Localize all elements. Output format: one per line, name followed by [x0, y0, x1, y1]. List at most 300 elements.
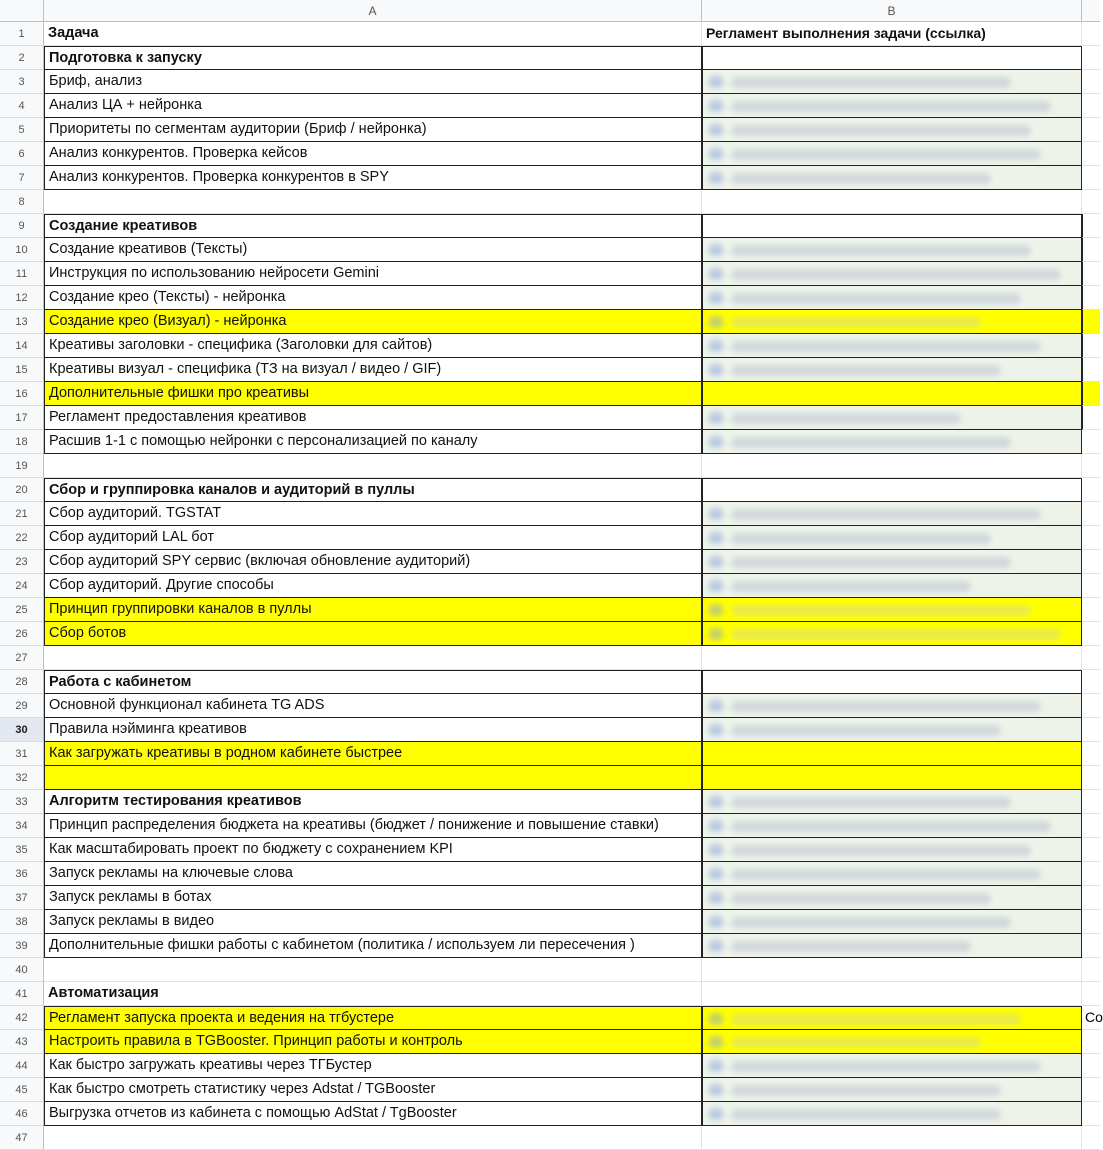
cell-c[interactable]	[1082, 1126, 1100, 1150]
redacted-link-icon	[709, 292, 723, 304]
row-number[interactable]: 13	[0, 310, 44, 334]
column-header-c[interactable]	[1082, 0, 1100, 22]
row-number[interactable]: 19	[0, 454, 44, 478]
cell-a[interactable]: Задача	[44, 22, 702, 46]
cell-a[interactable]	[44, 454, 702, 478]
redacted-link-icon	[709, 508, 723, 520]
cell-b[interactable]	[702, 622, 1082, 646]
row-number[interactable]: 30	[0, 718, 44, 742]
cell-a[interactable]: Расшив 1-1 с помощью нейронки с персонализацией по каналу	[44, 430, 702, 454]
cell-a[interactable]: Создание креативов	[44, 214, 702, 238]
row-number[interactable]: 43	[0, 1030, 44, 1054]
row-number[interactable]: 37	[0, 886, 44, 910]
cell-a[interactable]: Алгоритм тестирования креативов	[44, 790, 702, 814]
cell-b[interactable]	[702, 526, 1082, 550]
table-row	[0, 454, 1100, 478]
table-row	[0, 502, 1100, 526]
table-row	[0, 862, 1100, 886]
cell-c[interactable]	[1082, 862, 1100, 886]
row-number[interactable]: 33	[0, 790, 44, 814]
redacted-link[interactable]	[731, 293, 1021, 304]
cell-b[interactable]	[702, 1102, 1082, 1126]
row-number[interactable]: 32	[0, 766, 44, 790]
row-number[interactable]: 39	[0, 934, 44, 958]
cell-b[interactable]: Регламент выполнения задачи (ссылка)	[702, 22, 1082, 46]
row-number[interactable]: 47	[0, 1126, 44, 1150]
row-number[interactable]: 31	[0, 742, 44, 766]
table-row	[0, 142, 1100, 166]
redacted-link[interactable]	[731, 845, 1031, 856]
row-number[interactable]: 12	[0, 286, 44, 310]
cell-a[interactable]: Создание крео (Визуал) - нейронка	[44, 310, 702, 334]
cell-a[interactable]: Дополнительные фишки работы с кабинетом (политика / используем ли пересечения )	[44, 934, 702, 958]
cell-c[interactable]	[1082, 694, 1100, 718]
row-number[interactable]: 29	[0, 694, 44, 718]
cell-a[interactable]: Дополнительные фишки про креативы	[44, 382, 702, 406]
table-row	[0, 670, 1100, 694]
table-row	[0, 982, 1100, 1006]
redacted-link-icon	[709, 172, 723, 184]
redacted-link-icon	[709, 148, 723, 160]
cell-b[interactable]	[702, 382, 1082, 406]
cell-b[interactable]	[702, 1126, 1082, 1150]
cell-a[interactable]: Креативы заголовки - специфика (Заголовки для сайтов)	[44, 334, 702, 358]
redacted-link-icon	[709, 244, 723, 256]
redacted-link[interactable]	[731, 869, 1041, 880]
table-row	[0, 910, 1100, 934]
cell-c[interactable]	[1082, 982, 1100, 1006]
cell-b[interactable]	[702, 790, 1082, 814]
redacted-link-icon	[709, 1060, 723, 1072]
cell-b[interactable]	[702, 238, 1082, 262]
redacted-link[interactable]	[731, 437, 1011, 448]
row-number[interactable]: 18	[0, 430, 44, 454]
table-row	[0, 1126, 1100, 1150]
table-row	[0, 1054, 1100, 1078]
cell-c[interactable]	[1082, 886, 1100, 910]
cell-b[interactable]	[702, 142, 1082, 166]
row-number[interactable]: 40	[0, 958, 44, 982]
row-number[interactable]: 15	[0, 358, 44, 382]
cell-a[interactable]	[44, 646, 702, 670]
redacted-link-icon	[709, 700, 723, 712]
redacted-link[interactable]	[731, 941, 971, 952]
redacted-link[interactable]	[731, 1014, 1021, 1025]
cell-c[interactable]	[1082, 766, 1100, 790]
cell-b[interactable]	[702, 766, 1082, 790]
cell-c[interactable]	[1082, 718, 1100, 742]
row-number[interactable]: 42	[0, 1006, 44, 1030]
redacted-link-icon	[709, 868, 723, 880]
cell-a[interactable]: Создание крео (Тексты) - нейронка	[44, 286, 702, 310]
cell-b[interactable]	[702, 166, 1082, 190]
cell-b[interactable]	[702, 1054, 1082, 1078]
redacted-link-icon	[709, 532, 723, 544]
redacted-link[interactable]	[731, 317, 981, 328]
row-number[interactable]: 45	[0, 1078, 44, 1102]
row-number[interactable]: 44	[0, 1054, 44, 1078]
cell-b[interactable]	[702, 550, 1082, 574]
table-row	[0, 214, 1100, 238]
row-number[interactable]: 2	[0, 46, 44, 70]
cell-c[interactable]	[1082, 1078, 1100, 1102]
cell-a[interactable]: Как быстро загружать креативы через ТГБустер	[44, 1054, 702, 1078]
redacted-link[interactable]	[731, 605, 1031, 616]
cell-a[interactable]: Креативы визуал - специфика (ТЗ на визуал / видео / GIF)	[44, 358, 702, 382]
cell-c[interactable]	[1082, 142, 1100, 166]
cell-a[interactable]: Работа с кабинетом	[44, 670, 702, 694]
redacted-link[interactable]	[731, 149, 1041, 160]
cell-a[interactable]	[44, 766, 702, 790]
table-row	[0, 1030, 1100, 1054]
row-number[interactable]: 26	[0, 622, 44, 646]
select-all-corner[interactable]	[0, 0, 44, 22]
redacted-link-icon	[709, 940, 723, 952]
cell-b[interactable]	[702, 94, 1082, 118]
table-row	[0, 598, 1100, 622]
redacted-link[interactable]	[731, 1061, 1041, 1072]
cell-a[interactable]: Принцип группировки каналов в пуллы	[44, 598, 702, 622]
redacted-link-icon	[709, 892, 723, 904]
cell-b[interactable]	[702, 574, 1082, 598]
cell-b[interactable]	[702, 910, 1082, 934]
cell-a[interactable]: Регламент предоставления креативов	[44, 406, 702, 430]
redacted-link[interactable]	[731, 125, 1031, 136]
cell-a[interactable]: Подготовка к запуску	[44, 46, 702, 70]
cell-a[interactable]: Автоматизация	[44, 982, 702, 1006]
cell-c[interactable]	[1082, 790, 1100, 814]
table-row	[0, 958, 1100, 982]
cell-b[interactable]	[702, 598, 1082, 622]
cell-c[interactable]	[1082, 118, 1100, 142]
row-number[interactable]: 36	[0, 862, 44, 886]
row-number[interactable]: 41	[0, 982, 44, 1006]
redacted-link-icon	[709, 436, 723, 448]
row-number[interactable]: 23	[0, 550, 44, 574]
cell-c[interactable]	[1082, 166, 1100, 190]
table-row	[0, 22, 1100, 46]
cell-c[interactable]	[1082, 838, 1100, 862]
redacted-link[interactable]	[731, 1037, 981, 1048]
table-row	[0, 382, 1100, 406]
table-row	[0, 790, 1100, 814]
table-row	[0, 814, 1100, 838]
cell-b[interactable]	[702, 646, 1082, 670]
cell-a[interactable]: Запуск рекламы в ботах	[44, 886, 702, 910]
cell-b[interactable]	[702, 406, 1082, 430]
row-number[interactable]: 24	[0, 574, 44, 598]
redacted-link-icon	[709, 724, 723, 736]
row-number[interactable]: 1	[0, 22, 44, 46]
row-number[interactable]: 17	[0, 406, 44, 430]
cell-a[interactable]: Как быстро смотреть статистику через Adstat / TGBooster	[44, 1078, 702, 1102]
redacted-link-icon	[709, 796, 723, 808]
row-number[interactable]: 38	[0, 910, 44, 934]
cell-c[interactable]	[1082, 934, 1100, 958]
table-row	[0, 310, 1100, 334]
redacted-link[interactable]	[731, 509, 1041, 520]
cell-a[interactable]: Инструкция по использованию нейросети Gemini	[44, 262, 702, 286]
cell-a[interactable]: Анализ ЦА + нейронка	[44, 94, 702, 118]
redacted-link[interactable]	[731, 101, 1051, 112]
cell-a[interactable]: Анализ конкурентов. Проверка кейсов	[44, 142, 702, 166]
cell-c[interactable]	[1082, 814, 1100, 838]
cell-b[interactable]	[702, 934, 1082, 958]
redacted-link[interactable]	[731, 557, 1011, 568]
redacted-link[interactable]	[731, 1085, 1001, 1096]
redacted-link[interactable]	[731, 413, 961, 424]
redacted-link-icon	[709, 316, 723, 328]
cell-c[interactable]	[1082, 70, 1100, 94]
redacted-link[interactable]	[731, 725, 1001, 736]
redacted-link[interactable]	[731, 77, 1011, 88]
cell-b[interactable]	[702, 1006, 1082, 1030]
redacted-link[interactable]	[731, 629, 1061, 640]
redacted-link-icon	[709, 844, 723, 856]
cell-c[interactable]	[1082, 622, 1100, 646]
cell-b[interactable]	[702, 286, 1082, 310]
cell-a[interactable]: Регламент запуска проекта и ведения на тгбустере	[44, 1006, 702, 1030]
redacted-link-icon	[709, 1084, 723, 1096]
row-number[interactable]: 11	[0, 262, 44, 286]
cell-c[interactable]	[1082, 262, 1100, 286]
cell-b[interactable]	[702, 1078, 1082, 1102]
table-row	[0, 574, 1100, 598]
cell-b[interactable]	[702, 478, 1082, 502]
column-header-a[interactable]: A	[44, 0, 702, 22]
cell-a[interactable]: Создание креативов (Тексты)	[44, 238, 702, 262]
cell-c[interactable]	[1082, 1102, 1100, 1126]
row-number[interactable]: 4	[0, 94, 44, 118]
cell-a[interactable]	[44, 958, 702, 982]
cell-c[interactable]	[1082, 46, 1100, 70]
table-row	[0, 406, 1100, 430]
redacted-link[interactable]	[731, 1109, 1001, 1120]
cell-c[interactable]	[1082, 742, 1100, 766]
redacted-link-icon	[709, 556, 723, 568]
cell-a[interactable]: Сбор и группировка каналов и аудиторий в пуллы	[44, 478, 702, 502]
cell-c[interactable]	[1082, 550, 1100, 574]
row-number[interactable]: 5	[0, 118, 44, 142]
cell-b[interactable]	[702, 886, 1082, 910]
cell-a[interactable]: Сбор аудиторий LAL бот	[44, 526, 702, 550]
cell-c[interactable]	[1082, 94, 1100, 118]
row-number[interactable]: 9	[0, 214, 44, 238]
table-row	[0, 334, 1100, 358]
cell-a[interactable]: Принцип распределения бюджета на креативы (бюджет / понижение и повышение ставки)	[44, 814, 702, 838]
table-row	[0, 694, 1100, 718]
cell-c[interactable]	[1082, 190, 1100, 214]
table-row	[0, 262, 1100, 286]
table-row	[0, 886, 1100, 910]
cell-b[interactable]	[702, 958, 1082, 982]
cell-b[interactable]	[702, 430, 1082, 454]
cell-a[interactable]: Бриф, анализ	[44, 70, 702, 94]
table-row	[0, 94, 1100, 118]
cell-b[interactable]	[702, 814, 1082, 838]
redacted-link[interactable]	[731, 173, 991, 184]
row-number[interactable]: 6	[0, 142, 44, 166]
cell-b[interactable]	[702, 838, 1082, 862]
table-row	[0, 1078, 1100, 1102]
cell-c[interactable]	[1082, 286, 1100, 310]
table-row	[0, 766, 1100, 790]
cell-c[interactable]	[1082, 646, 1100, 670]
cell-c[interactable]	[1082, 214, 1100, 238]
redacted-link[interactable]	[731, 797, 1011, 808]
cell-c[interactable]	[1082, 334, 1100, 358]
cell-b[interactable]	[702, 214, 1082, 238]
cell-b[interactable]	[702, 670, 1082, 694]
redacted-link-icon	[709, 916, 723, 928]
table-row	[0, 118, 1100, 142]
row-number[interactable]: 34	[0, 814, 44, 838]
column-header-b[interactable]: B	[702, 0, 1082, 22]
redacted-link-icon	[709, 268, 723, 280]
redacted-link-icon	[709, 820, 723, 832]
redacted-link-icon	[709, 1036, 723, 1048]
cell-a[interactable]: Выгрузка отчетов из кабинета с помощью AdStat / TgBooster	[44, 1102, 702, 1126]
cell-c[interactable]	[1082, 430, 1100, 454]
redacted-link-icon	[709, 1013, 723, 1025]
cell-c[interactable]	[1082, 502, 1100, 526]
cell-b[interactable]	[702, 742, 1082, 766]
redacted-link-icon	[709, 412, 723, 424]
redacted-link[interactable]	[731, 365, 1001, 376]
redacted-link[interactable]	[731, 533, 991, 544]
row-number[interactable]: 16	[0, 382, 44, 406]
cell-a[interactable]: Как загружать креативы в родном кабинете быстрее	[44, 742, 702, 766]
cell-c[interactable]	[1082, 958, 1100, 982]
table-row	[0, 526, 1100, 550]
cell-b[interactable]	[702, 190, 1082, 214]
redacted-link[interactable]	[731, 917, 1011, 928]
table-row	[0, 838, 1100, 862]
row-number[interactable]: 8	[0, 190, 44, 214]
redacted-link-icon	[709, 340, 723, 352]
cell-c[interactable]	[1082, 22, 1100, 46]
redacted-link-icon	[709, 604, 723, 616]
redacted-link[interactable]	[731, 821, 1051, 832]
cell-b[interactable]	[702, 46, 1082, 70]
cell-c[interactable]	[1082, 910, 1100, 934]
cell-c[interactable]	[1082, 382, 1100, 406]
table-row	[0, 478, 1100, 502]
cell-b[interactable]	[702, 262, 1082, 286]
table-row	[0, 70, 1100, 94]
table-row	[0, 238, 1100, 262]
row-number[interactable]: 25	[0, 598, 44, 622]
table-row	[0, 430, 1100, 454]
cell-a[interactable]: Правила нэйминга креативов	[44, 718, 702, 742]
cell-a[interactable]: Сбор аудиторий. TGSTAT	[44, 502, 702, 526]
redacted-link[interactable]	[731, 269, 1061, 280]
row-number[interactable]: 20	[0, 478, 44, 502]
redacted-link[interactable]	[731, 581, 971, 592]
cell-c[interactable]	[1082, 238, 1100, 262]
cell-c[interactable]	[1082, 1030, 1100, 1054]
cell-c[interactable]	[1082, 478, 1100, 502]
redacted-link[interactable]	[731, 341, 1041, 352]
cell-c[interactable]	[1082, 310, 1100, 334]
cell-b[interactable]	[702, 70, 1082, 94]
row-number[interactable]: 14	[0, 334, 44, 358]
cell-b[interactable]	[702, 118, 1082, 142]
cell-a[interactable]: Сбор аудиторий SPY сервис (включая обновление аудиторий)	[44, 550, 702, 574]
cell-a[interactable]: Запуск рекламы в видео	[44, 910, 702, 934]
cell-a[interactable]: Сбор ботов	[44, 622, 702, 646]
row-number[interactable]: 7	[0, 166, 44, 190]
table-row	[0, 742, 1100, 766]
cell-c[interactable]	[1082, 670, 1100, 694]
row-number[interactable]: 22	[0, 526, 44, 550]
cell-a[interactable]	[44, 190, 702, 214]
row-number[interactable]: 21	[0, 502, 44, 526]
redacted-link[interactable]	[731, 701, 1041, 712]
table-row	[0, 646, 1100, 670]
cell-c[interactable]	[1082, 406, 1100, 430]
cell-c[interactable]	[1082, 574, 1100, 598]
row-number[interactable]: 46	[0, 1102, 44, 1126]
row-number[interactable]: 3	[0, 70, 44, 94]
cell-a[interactable]: Приоритеты по сегментам аудитории (Бриф / нейронка)	[44, 118, 702, 142]
cell-a[interactable]	[44, 1126, 702, 1150]
cell-c[interactable]	[1082, 1054, 1100, 1078]
cell-a[interactable]: Основной функционал кабинета TG ADS	[44, 694, 702, 718]
table-row	[0, 550, 1100, 574]
cell-a[interactable]: Анализ конкурентов. Проверка конкурентов в SPY	[44, 166, 702, 190]
redacted-link-icon	[709, 76, 723, 88]
cell-c[interactable]: Co	[1082, 1006, 1100, 1030]
cell-b[interactable]	[702, 502, 1082, 526]
table-row	[0, 718, 1100, 742]
cell-a[interactable]: Как масштабировать проект по бюджету с сохранением KPI	[44, 838, 702, 862]
cell-a[interactable]: Настроить правила в TGBooster. Принцип работы и контроль	[44, 1030, 702, 1054]
cell-b[interactable]	[702, 694, 1082, 718]
row-number[interactable]: 28	[0, 670, 44, 694]
cell-a[interactable]: Сбор аудиторий. Другие способы	[44, 574, 702, 598]
row-number[interactable]: 27	[0, 646, 44, 670]
cell-a[interactable]: Запуск рекламы на ключевые слова	[44, 862, 702, 886]
cell-b[interactable]	[702, 454, 1082, 478]
table-row	[0, 190, 1100, 214]
cell-b[interactable]	[702, 718, 1082, 742]
cell-b[interactable]	[702, 862, 1082, 886]
redacted-link-icon	[709, 100, 723, 112]
cell-b[interactable]	[702, 334, 1082, 358]
cell-b[interactable]	[702, 310, 1082, 334]
table-row	[0, 358, 1100, 382]
redacted-link-icon	[709, 364, 723, 376]
cell-c[interactable]	[1082, 526, 1100, 550]
cell-c[interactable]	[1082, 598, 1100, 622]
table-row	[0, 286, 1100, 310]
table-row	[0, 46, 1100, 70]
redacted-link-icon	[709, 628, 723, 640]
row-number[interactable]: 35	[0, 838, 44, 862]
cell-b[interactable]	[702, 1030, 1082, 1054]
cell-b[interactable]	[702, 358, 1082, 382]
redacted-link[interactable]	[731, 893, 991, 904]
table-row	[0, 622, 1100, 646]
row-number[interactable]: 10	[0, 238, 44, 262]
redacted-link[interactable]	[731, 245, 1031, 256]
table-row	[0, 1102, 1100, 1126]
cell-b[interactable]	[702, 982, 1082, 1006]
cell-c[interactable]	[1082, 454, 1100, 478]
redacted-link-icon	[709, 580, 723, 592]
cell-c[interactable]	[1082, 358, 1100, 382]
